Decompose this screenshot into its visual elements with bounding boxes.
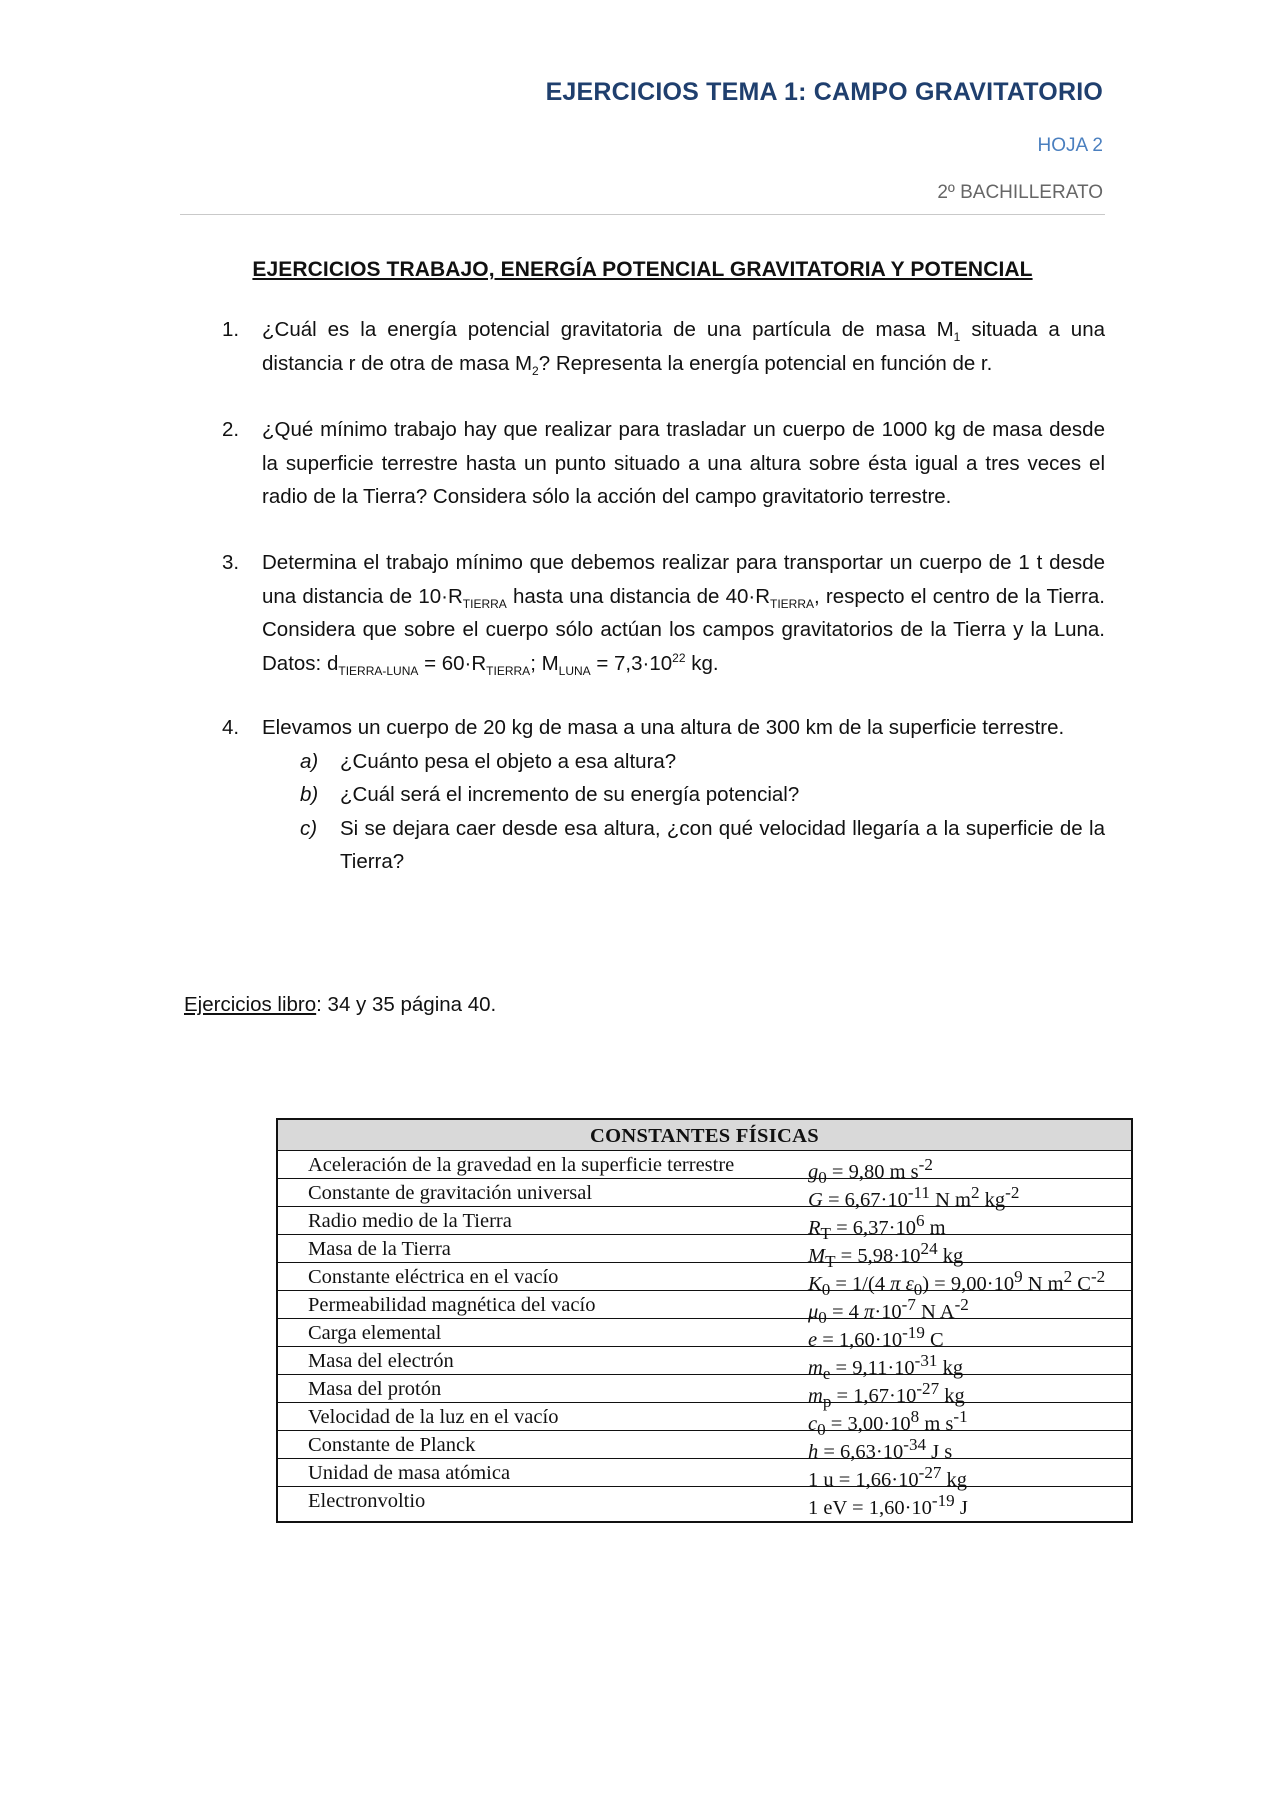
exercise-text: Elevamos un cuerpo de 20 kg de masa a una altura de 300 km de la superficie terrestre.	[262, 716, 1065, 739]
constant-name: Carga elemental	[308, 1322, 442, 1344]
constant-value: $m_e = 9,11\cdot 10^{-31}$ kg	[808, 1351, 964, 1383]
constant-name: Permeabilidad magnética del vacío	[308, 1294, 596, 1316]
constant-value: 1 eV = $1,60\cdot 10^{-19}$ J	[808, 1491, 968, 1519]
constants-row	[278, 1431, 1131, 1463]
exercise-1	[222, 313, 1105, 380]
exercise-number: 1.	[222, 318, 240, 341]
constant-value: $K_0 = 1/(4$ π $\varepsilon_0) = 9,00\cdot 10^9$ N $m^2$ $C^{-2}$	[808, 1267, 1106, 1299]
subitem-text: ¿Cuánto pesa el objeto a esa altura?	[340, 749, 677, 773]
exercise-number: 3.	[222, 551, 240, 574]
exercise-number: 4.	[222, 716, 240, 739]
constant-value: $c_0 = 3,00\cdot 10^8$ m $s^{-1}$	[808, 1407, 968, 1439]
exercise-3	[222, 546, 1105, 680]
constants-row	[278, 1347, 1131, 1383]
constants-row	[278, 1263, 1131, 1299]
constants-row	[278, 1375, 1131, 1411]
constants-row	[278, 1235, 1131, 1271]
subitem-letter: b)	[300, 783, 319, 806]
constant-name: Constante eléctrica en el vacío	[308, 1266, 559, 1288]
constants-row	[278, 1179, 1131, 1211]
constant-value: $G = 6,67\cdot 10^{-11}$ N $m^2$ $kg^{-2}$	[808, 1183, 1020, 1211]
constants-row	[278, 1291, 1131, 1327]
constant-value: $g_0 = 9,80$ m $s^{-2}$	[808, 1155, 933, 1187]
subitem-list	[300, 745, 1105, 879]
constant-name: Electronvoltio	[308, 1490, 426, 1512]
subitem-letter: c)	[300, 816, 318, 840]
book-reference	[184, 988, 496, 1022]
constant-name: Constante de Planck	[308, 1434, 476, 1456]
exercise-text: ¿Cuál es la energía potencial gravitatoria de una partícula de masa $M_1$ situada a una distancia r de otra de masa $M_2$? Representa la energía potencial en función de r.	[262, 318, 1105, 378]
constants-row	[278, 1207, 1131, 1243]
constant-name: Masa del protón	[308, 1378, 442, 1400]
book-reference-text: : 34 y 35 página 40.	[316, 993, 497, 1016]
subitem	[300, 812, 1105, 879]
constants-row	[278, 1459, 1131, 1491]
constant-name: Aceleración de la gravedad en la superficie terrestre	[308, 1154, 735, 1176]
section-title: EJERCICIOS TRABAJO, ENERGÍA POTENCIAL GRAVITATORIA Y POTENCIAL	[252, 258, 1033, 281]
constant-value: $h = 6,63\cdot 10^{-34}$ J s	[808, 1435, 953, 1463]
constant-name: Masa del electrón	[308, 1350, 454, 1372]
exercise-number: 2.	[222, 418, 240, 441]
constants-row	[278, 1319, 1131, 1351]
constant-name: Masa de la Tierra	[308, 1238, 451, 1260]
constant-value: $R_T = 6,37\cdot 10^6$ m	[808, 1211, 946, 1243]
course-level: 2º BACHILLERATO	[937, 182, 1103, 203]
subitem	[300, 778, 1105, 812]
constant-value: 1 $u = 1,66\cdot 10^{-27}$ kg	[808, 1463, 968, 1491]
constant-name: Unidad de masa atómica	[308, 1462, 511, 1484]
constants-row	[278, 1151, 1131, 1187]
exercise-2	[222, 413, 1105, 514]
constant-value: $\mu_0 = 4$ $\pi\cdot 10^{-7}$ N $A^{-2}$	[808, 1295, 969, 1327]
constant-name: Constante de gravitación universal	[308, 1182, 593, 1204]
subitem	[300, 745, 1105, 779]
constants-table	[276, 1118, 1133, 1523]
constants-row	[278, 1487, 1131, 1519]
page-title: EJERCICIOS TEMA 1: CAMPO GRAVITATORIO	[545, 78, 1103, 106]
page-header	[180, 72, 1105, 215]
subitem-text: ¿Cuál será el incremento de su energía potencial?	[340, 783, 800, 806]
constants-row	[278, 1403, 1131, 1439]
sheet-label: HOJA 2	[1037, 135, 1103, 156]
book-reference-label: Ejercicios libro	[184, 993, 317, 1016]
constant-value: $m_p = 1,67\cdot 10^{-27}$ kg	[808, 1379, 965, 1411]
constants-table-title: CONSTANTES FÍSICAS	[278, 1120, 1131, 1151]
constant-name: Radio medio de la Tierra	[308, 1210, 512, 1232]
exercise-4	[222, 711, 1105, 879]
subitem-text: Si se dejara caer desde esa altura, ¿con qué velocidad llegaría a la superficie de la Tierra?	[340, 816, 1105, 873]
constant-value: $M_T = 5,98\cdot 10^{24}$ kg	[808, 1239, 964, 1271]
subitem-letter: a)	[300, 749, 319, 773]
constant-name: Velocidad de la luz en el vacío	[308, 1406, 559, 1428]
exercise-text: ¿Qué mínimo trabajo hay que realizar para trasladar un cuerpo de 1000 kg de masa desde la superficie terrestre hasta un punto situado a una altura sobre ésta igual a tres veces el radio de la Tierra? Considera sólo la acción del campo gravitatorio terrestre.	[262, 418, 1105, 508]
constant-value: $e = 1,60\cdot 10^{-19}$ C	[808, 1323, 944, 1351]
exercise-text: Determina el trabajo mínimo que debemos realizar para transportar un cuerpo de 1 t desde una distancia de $10\cdot R_{TIERRA}$ hasta una distancia de $40\cdot R_{TIERRA}$, respecto el centro de la Tierra. Considera que sobre el cuerpo sólo actúan los campos gravitatorios de la Tierra y la Luna. Datos: $d_{TIERRA-LUNA} = 60\cdot R_{TIERRA}$; $M_{LUNA} = 7,3\cdot 10^{22}$ kg.	[262, 551, 1105, 678]
